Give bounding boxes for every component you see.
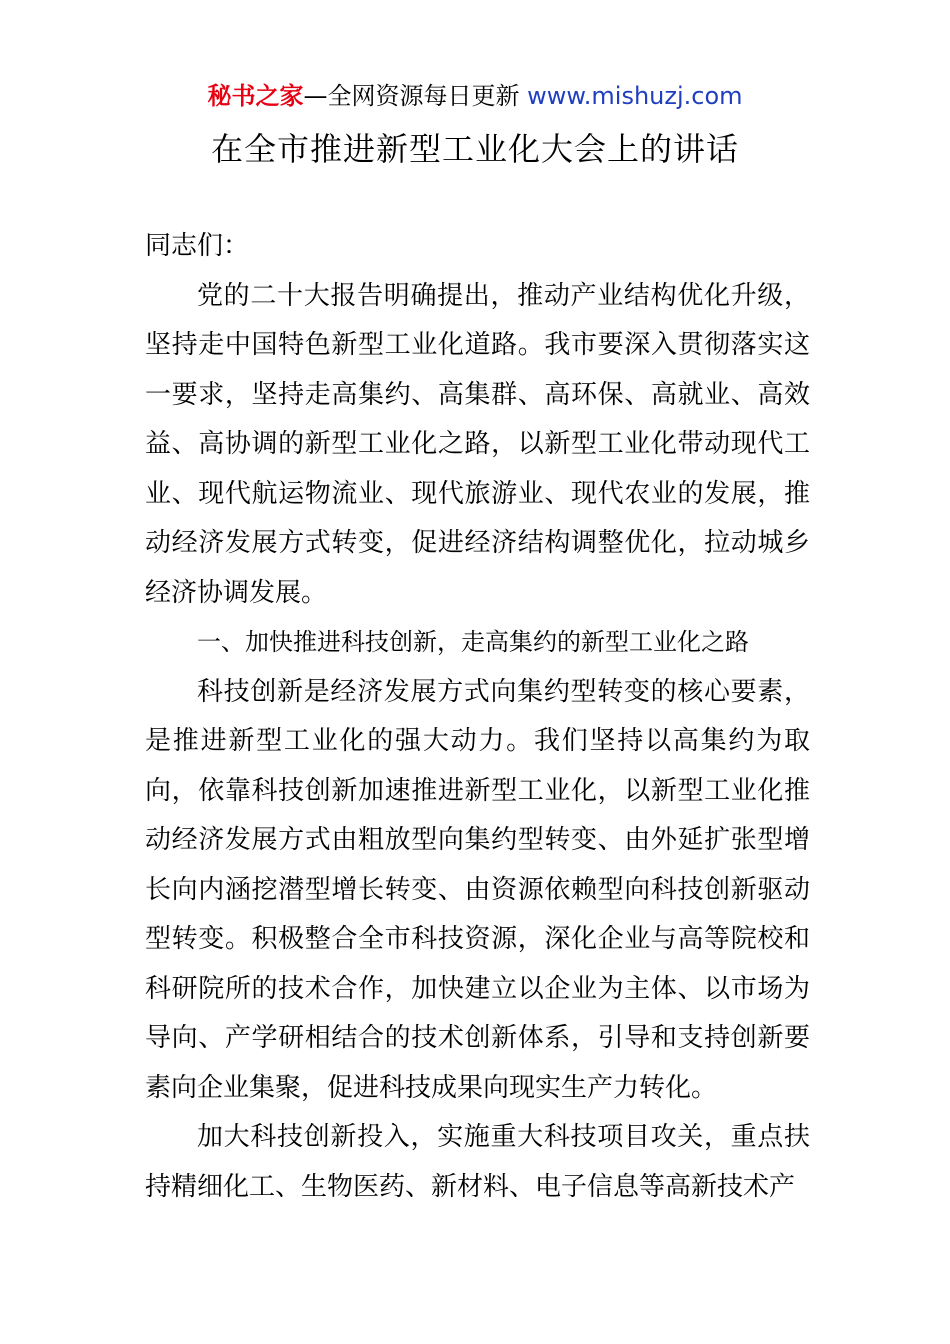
document-title: 在全市推进新型工业化大会上的讲话 — [210, 130, 739, 168]
section-heading-1: 一、加快推进科技创新，走高集约的新型工业化之路 — [197, 628, 749, 656]
document-body — [145, 222, 810, 1212]
paragraph-intro: 党的二十大报告明确提出，推动产业结构优化升级，坚持走中国特色新型工业化道路。我市要深入贯彻落实这一要求，坚持走高集约、高集群、高环保、高就业、高效益、高协调的新型工业化之路，以新型工业化带动现代工业、现代航运物流业、现代旅游业、现代农业的发展，推动经济发展方式转变，促进经济结构调整优化，拉动城乡经济协调发展。 — [145, 280, 810, 608]
site-header — [0, 80, 950, 112]
site-brand: 秘书之家 — [207, 82, 304, 110]
site-tagline: —全网资源每日更新 — [303, 82, 520, 110]
paragraph-section-1: 科技创新是经济发展方式向集约型转变的核心要素，是推进新型工业化的强大动力。我们坚持以高集约为取向，依靠科技创新加速推进新型工业化，以新型工业化推动经济发展方式由粗放型向集约型转变、由外延扩张型增长向内涵挖潜型增长转变、由资源依赖型向科技创新驱动型转变。积极整合全市科技资源，深化企业与高等院校和科研院所的技术合作，加快建立以企业为主体、以市场为导向、产学研相结合的技术创新体系，引导和支持创新要素向企业集聚，促进科技成果向现实生产力转化。 — [145, 676, 810, 1103]
paragraph-section-1-continued: 加大科技创新投入，实施重大科技项目攻关，重点扶持精细化工、生物医药、新材料、电子信息等高新技术产 — [145, 1122, 810, 1202]
salutation: 同志们： — [145, 231, 250, 261]
site-url: www.mishuzj.com — [527, 82, 743, 110]
